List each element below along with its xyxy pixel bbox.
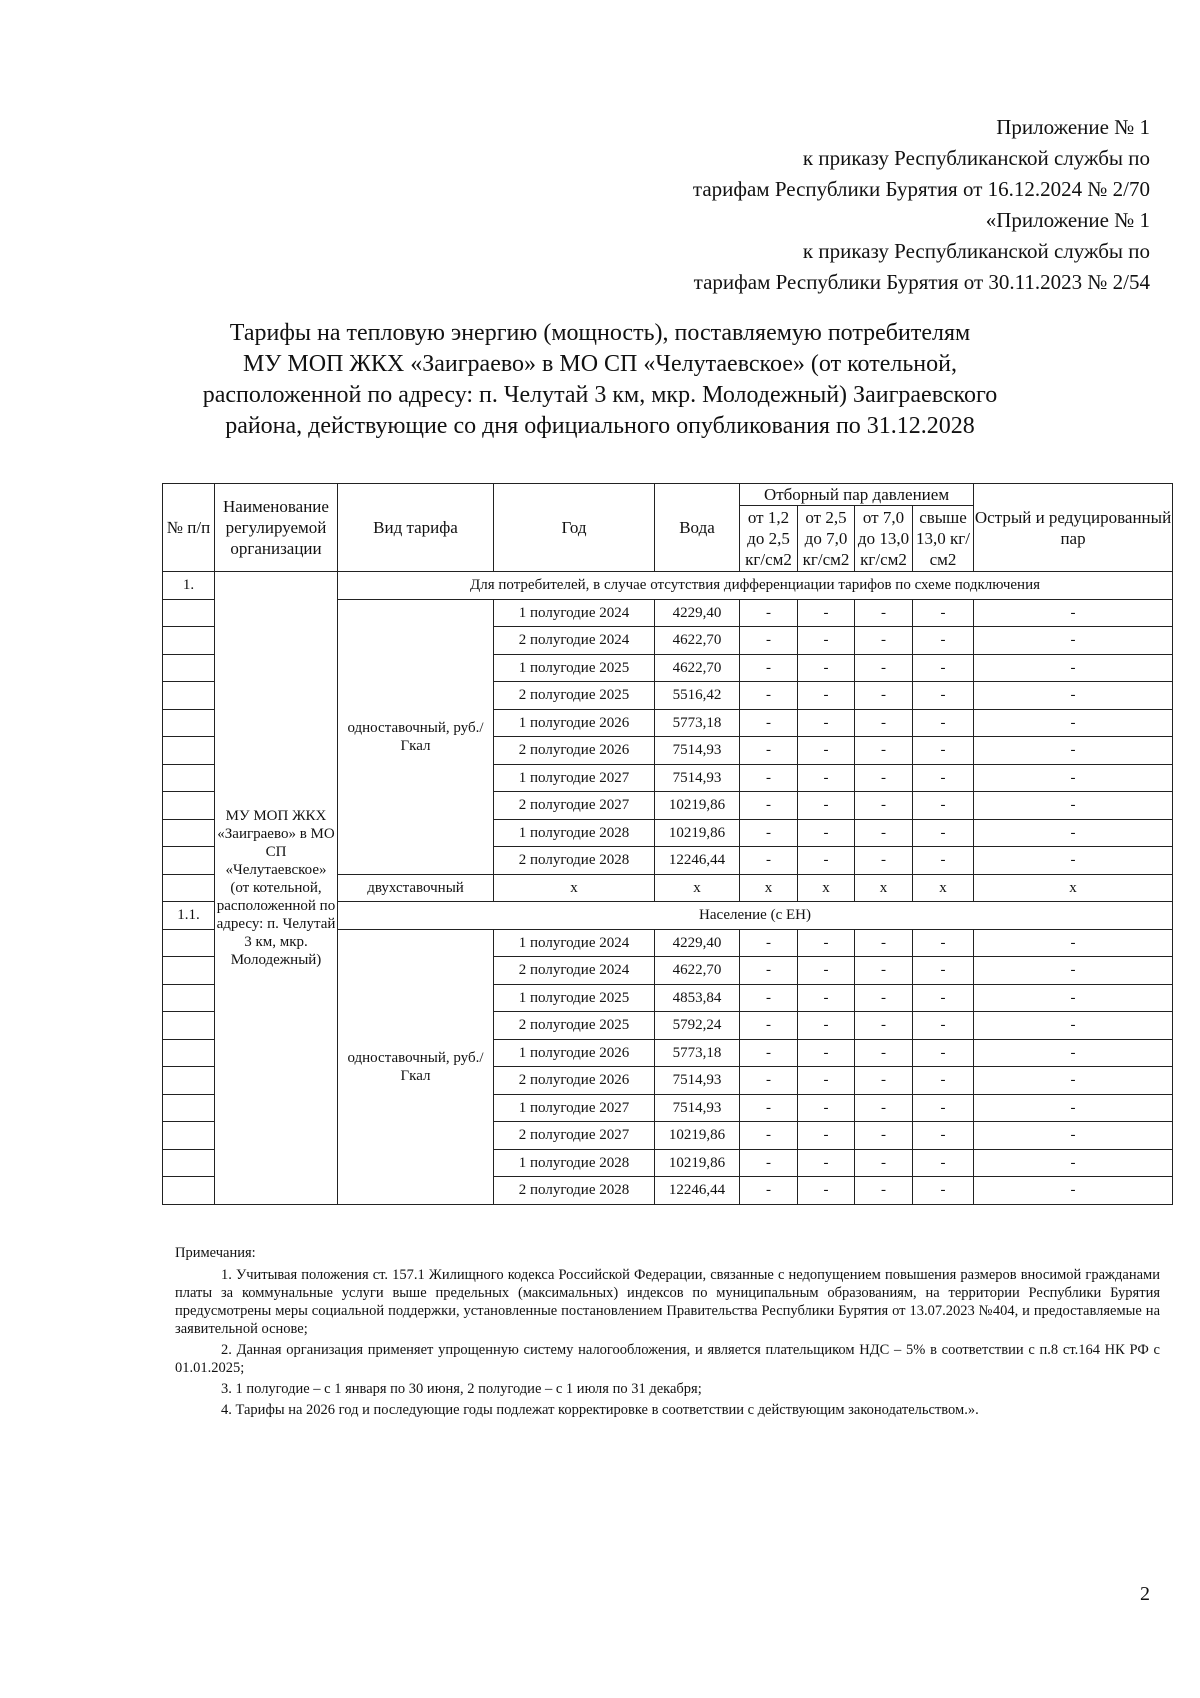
cell-p1: - [740, 957, 798, 985]
cell-p4: - [913, 599, 974, 627]
appendix-line: тарифам Республики Бурятия от 30.11.2023 № 2/54 [693, 270, 1150, 294]
cell-water: 5516,42 [655, 682, 740, 710]
cell-p4: - [913, 847, 974, 875]
row-num-cell [163, 1067, 215, 1095]
cell-year: 2 полугодие 2024 [494, 957, 655, 985]
cell-year: 1 полугодие 2028 [494, 1149, 655, 1177]
section-label: Население (с ЕН) [338, 902, 1173, 930]
cell-p2: - [798, 792, 855, 820]
title-line: МУ МОП ЖКХ «Заиграево» в МО СП «Челутаевское» (от котельной, [243, 351, 957, 377]
cell-p3: - [855, 1177, 913, 1205]
row-num-cell [163, 1012, 215, 1040]
header-p4: свыше 13,0 кг/см2 [913, 506, 974, 572]
cell-p2: - [798, 709, 855, 737]
tariff-kind-two-rate: двухставочный [338, 874, 494, 902]
title-line: района, действующие со дня официального опубликования по 31.12.2028 [225, 413, 975, 439]
cell-p4: - [913, 682, 974, 710]
cell-sharp: - [974, 709, 1173, 737]
header-water: Вода [655, 484, 740, 572]
cell-p3: - [855, 792, 913, 820]
cell-p2: - [798, 1012, 855, 1040]
cell-year: 2 полугодие 2028 [494, 1177, 655, 1205]
cell-water: 7514,93 [655, 1094, 740, 1122]
row-num-cell [163, 929, 215, 957]
cell-year: 1 полугодие 2027 [494, 764, 655, 792]
cell-p1: - [740, 1039, 798, 1067]
row-num-cell [163, 957, 215, 985]
cell-sharp: - [974, 599, 1173, 627]
cell-year: 2 полугодие 2026 [494, 1067, 655, 1095]
cell-water: 5773,18 [655, 1039, 740, 1067]
cell-water: 4622,70 [655, 957, 740, 985]
appendix-line: тарифам Республики Бурятия от 16.12.2024 № 2/70 [692, 177, 1150, 201]
cell-year: 2 полугодие 2026 [494, 737, 655, 765]
cell-sharp: - [974, 1067, 1173, 1095]
cell-p3: - [855, 984, 913, 1012]
cell-water: 4622,70 [655, 627, 740, 655]
row-num-cell [163, 654, 215, 682]
cell-sharp: - [974, 737, 1173, 765]
appendix-line: Приложение № 1 [996, 115, 1150, 139]
cell-p3: x [855, 874, 913, 902]
cell-p1: - [740, 1177, 798, 1205]
row-num-cell [163, 599, 215, 627]
table-header [163, 484, 1173, 572]
row-num-cell [163, 847, 215, 875]
row-num-cell [163, 1177, 215, 1205]
cell-sharp: - [974, 764, 1173, 792]
cell-p4: - [913, 929, 974, 957]
cell-year: 2 полугодие 2027 [494, 1122, 655, 1150]
cell-water: 10219,86 [655, 1122, 740, 1150]
cell-water: 4229,40 [655, 929, 740, 957]
row-num-cell [163, 984, 215, 1012]
cell-p3: - [855, 1039, 913, 1067]
cell-sharp: - [974, 682, 1173, 710]
appendix-line: «Приложение № 1 [985, 208, 1150, 232]
cell-sharp: - [974, 1122, 1173, 1150]
cell-p2: - [798, 929, 855, 957]
row-num-cell [163, 874, 215, 902]
cell-p2: - [798, 1177, 855, 1205]
cell-p3: - [855, 929, 913, 957]
cell-p3: - [855, 1067, 913, 1095]
appendix-header [450, 112, 1150, 298]
cell-water: 10219,86 [655, 792, 740, 820]
header-p1: от 1,2 до 2,5 кг/см2 [740, 506, 798, 572]
cell-sharp: - [974, 929, 1173, 957]
cell-p2: - [798, 654, 855, 682]
cell-p3: - [855, 957, 913, 985]
cell-p1: - [740, 682, 798, 710]
cell-p3: - [855, 1149, 913, 1177]
cell-year: 1 полугодие 2026 [494, 1039, 655, 1067]
row-num-cell [163, 1149, 215, 1177]
appendix-line: к приказу Республиканской службы по [802, 146, 1150, 170]
row-num-cell [163, 737, 215, 765]
cell-p2: - [798, 957, 855, 985]
cell-year: 1 полугодие 2025 [494, 654, 655, 682]
cell-year: 2 полугодие 2028 [494, 847, 655, 875]
note-item: 3. 1 полугодие – с 1 января по 30 июня, 2 полугодие – с 1 июля по 31 декабря; [221, 1381, 702, 1397]
cell-p4: - [913, 764, 974, 792]
cell-p3: - [855, 627, 913, 655]
cell-year: 2 полугодие 2027 [494, 792, 655, 820]
cell-p3: - [855, 1094, 913, 1122]
cell-p4: - [913, 627, 974, 655]
cell-p4: - [913, 1177, 974, 1205]
cell-p3: - [855, 1122, 913, 1150]
cell-p1: - [740, 984, 798, 1012]
cell-p2: - [798, 599, 855, 627]
cell-p2: - [798, 984, 855, 1012]
header-p3: от 7,0 до 13,0 кг/см2 [855, 506, 913, 572]
cell-p2: - [798, 1039, 855, 1067]
cell-p3: - [855, 709, 913, 737]
cell-p4: - [913, 737, 974, 765]
row-num-cell [163, 764, 215, 792]
cell-p3: - [855, 599, 913, 627]
cell-p4: x [913, 874, 974, 902]
cell-p1: - [740, 1012, 798, 1040]
cell-sharp: - [974, 1177, 1173, 1205]
header-kind: Вид тарифа [338, 484, 494, 572]
cell-year: x [494, 874, 655, 902]
cell-p1: - [740, 709, 798, 737]
cell-p1: - [740, 929, 798, 957]
document-title [150, 318, 1050, 442]
cell-p1: - [740, 1067, 798, 1095]
cell-sharp: - [974, 627, 1173, 655]
cell-sharp: - [974, 847, 1173, 875]
cell-sharp: - [974, 654, 1173, 682]
cell-p3: - [855, 1012, 913, 1040]
cell-p2: - [798, 1122, 855, 1150]
page-number: 2 [1140, 1583, 1150, 1605]
cell-year: 1 полугодие 2024 [494, 929, 655, 957]
appendix-line: к приказу Республиканской службы по [802, 239, 1150, 263]
cell-p2: - [798, 847, 855, 875]
cell-p2: - [798, 682, 855, 710]
note-item: 1. Учитывая положения ст. 157.1 Жилищного кодекса Российской Федерации, связанные с недопущением повышения размеров вносимой гражданами платы за коммунальные услуги выше предельных (максимальных) индексов по муниципальным образованиям, на территории Республики Бурятия предусмотрены меры социальной поддержки, установленные постановлением Правительства Республики Бурятия от 13.07.2023 №404, и предоставляемые на заявительной основе; [175, 1267, 1160, 1337]
notes [175, 1244, 1160, 1422]
notes-heading: Примечания: [175, 1245, 256, 1261]
tariff-table [162, 483, 1173, 1205]
cell-p4: - [913, 1122, 974, 1150]
cell-sharp: - [974, 957, 1173, 985]
cell-p2: - [798, 1067, 855, 1095]
cell-p4: - [913, 654, 974, 682]
cell-p1: x [740, 874, 798, 902]
cell-sharp: - [974, 792, 1173, 820]
cell-p1: - [740, 792, 798, 820]
cell-water: 7514,93 [655, 1067, 740, 1095]
section-row [163, 572, 1173, 600]
org-name: МУ МОП ЖКХ «Заиграево» в МО СП «Челутаевское» (от котельной, расположенной по адресу: п. Челутай 3 км, мкр. Молодежный) [215, 572, 338, 1205]
cell-water: 4853,84 [655, 984, 740, 1012]
cell-p1: - [740, 1094, 798, 1122]
row-num-cell [163, 627, 215, 655]
row-num-cell [163, 1039, 215, 1067]
cell-water: 5773,18 [655, 709, 740, 737]
cell-water: 5792,24 [655, 1012, 740, 1040]
cell-p1: - [740, 819, 798, 847]
cell-p1: - [740, 847, 798, 875]
cell-water: 4229,40 [655, 599, 740, 627]
cell-p4: - [913, 1012, 974, 1040]
cell-sharp: - [974, 1094, 1173, 1122]
header-steam: Отборный пар давлением [740, 484, 974, 506]
cell-p3: - [855, 654, 913, 682]
cell-p4: - [913, 1149, 974, 1177]
cell-p2: - [798, 737, 855, 765]
cell-p2: x [798, 874, 855, 902]
title-line: Тарифы на тепловую энергию (мощность), поставляемую потребителям [229, 320, 971, 346]
cell-sharp: - [974, 1149, 1173, 1177]
header-org: Наименование регулируемой организации [215, 484, 338, 572]
tariff-kind: одноставочный, руб./Гкал [338, 599, 494, 874]
cell-water: 7514,93 [655, 764, 740, 792]
cell-water: x [655, 874, 740, 902]
title-line: расположенной по адресу: п. Челутай 3 км, мкр. Молодежный) Заиграевского [202, 382, 998, 408]
cell-p4: - [913, 819, 974, 847]
header-year: Год [494, 484, 655, 572]
cell-p1: - [740, 627, 798, 655]
cell-sharp: - [974, 984, 1173, 1012]
cell-water: 12246,44 [655, 1177, 740, 1205]
row-num-cell [163, 819, 215, 847]
cell-water: 4622,70 [655, 654, 740, 682]
cell-year: 1 полугодие 2025 [494, 984, 655, 1012]
cell-p4: - [913, 1067, 974, 1095]
cell-p2: - [798, 764, 855, 792]
cell-p3: - [855, 682, 913, 710]
cell-p3: - [855, 847, 913, 875]
cell-water: 10219,86 [655, 819, 740, 847]
tariff-kind: одноставочный, руб./Гкал [338, 929, 494, 1204]
cell-water: 12246,44 [655, 847, 740, 875]
row-num-cell [163, 792, 215, 820]
cell-p1: - [740, 764, 798, 792]
cell-p3: - [855, 819, 913, 847]
header-sharp: Острый и редуцированный пар [974, 484, 1173, 572]
note-item: 4. Тарифы на 2026 год и последующие годы подлежат корректировке в соответствии с действующим законодательством.». [221, 1402, 979, 1418]
header-num: № п/п [163, 484, 215, 572]
cell-year: 2 полугодие 2024 [494, 627, 655, 655]
cell-p1: - [740, 737, 798, 765]
cell-p4: - [913, 792, 974, 820]
section-num: 1.1. [163, 902, 215, 930]
cell-p4: - [913, 984, 974, 1012]
cell-year: 1 полугодие 2027 [494, 1094, 655, 1122]
cell-p1: - [740, 1122, 798, 1150]
cell-year: 1 полугодие 2024 [494, 599, 655, 627]
cell-year: 1 полугодие 2026 [494, 709, 655, 737]
cell-water: 10219,86 [655, 1149, 740, 1177]
cell-sharp: x [974, 874, 1173, 902]
cell-sharp: - [974, 1012, 1173, 1040]
section-num: 1. [163, 572, 215, 600]
cell-p1: - [740, 654, 798, 682]
table-body [163, 572, 1173, 1205]
cell-p1: - [740, 1149, 798, 1177]
cell-p1: - [740, 599, 798, 627]
cell-water: 7514,93 [655, 737, 740, 765]
cell-sharp: - [974, 819, 1173, 847]
cell-sharp: - [974, 1039, 1173, 1067]
cell-p4: - [913, 1094, 974, 1122]
cell-p4: - [913, 957, 974, 985]
cell-p4: - [913, 1039, 974, 1067]
cell-p4: - [913, 709, 974, 737]
cell-year: 2 полугодие 2025 [494, 1012, 655, 1040]
cell-year: 2 полугодие 2025 [494, 682, 655, 710]
cell-p2: - [798, 627, 855, 655]
row-num-cell [163, 1094, 215, 1122]
cell-p2: - [798, 819, 855, 847]
row-num-cell [163, 709, 215, 737]
row-num-cell [163, 682, 215, 710]
cell-p3: - [855, 764, 913, 792]
note-item: 2. Данная организация применяет упрощенную систему налогообложения, и является плательщиком НДС – 5% в соответствии с п.8 ст.164 НК РФ с 01.01.2025; [175, 1342, 1160, 1376]
cell-p2: - [798, 1094, 855, 1122]
cell-p3: - [855, 737, 913, 765]
cell-year: 1 полугодие 2028 [494, 819, 655, 847]
cell-p2: - [798, 1149, 855, 1177]
section-label: Для потребителей, в случае отсутствия дифференциации тарифов по схеме подключения [338, 572, 1173, 600]
row-num-cell [163, 1122, 215, 1150]
header-p2: от 2,5 до 7,0 кг/см2 [798, 506, 855, 572]
